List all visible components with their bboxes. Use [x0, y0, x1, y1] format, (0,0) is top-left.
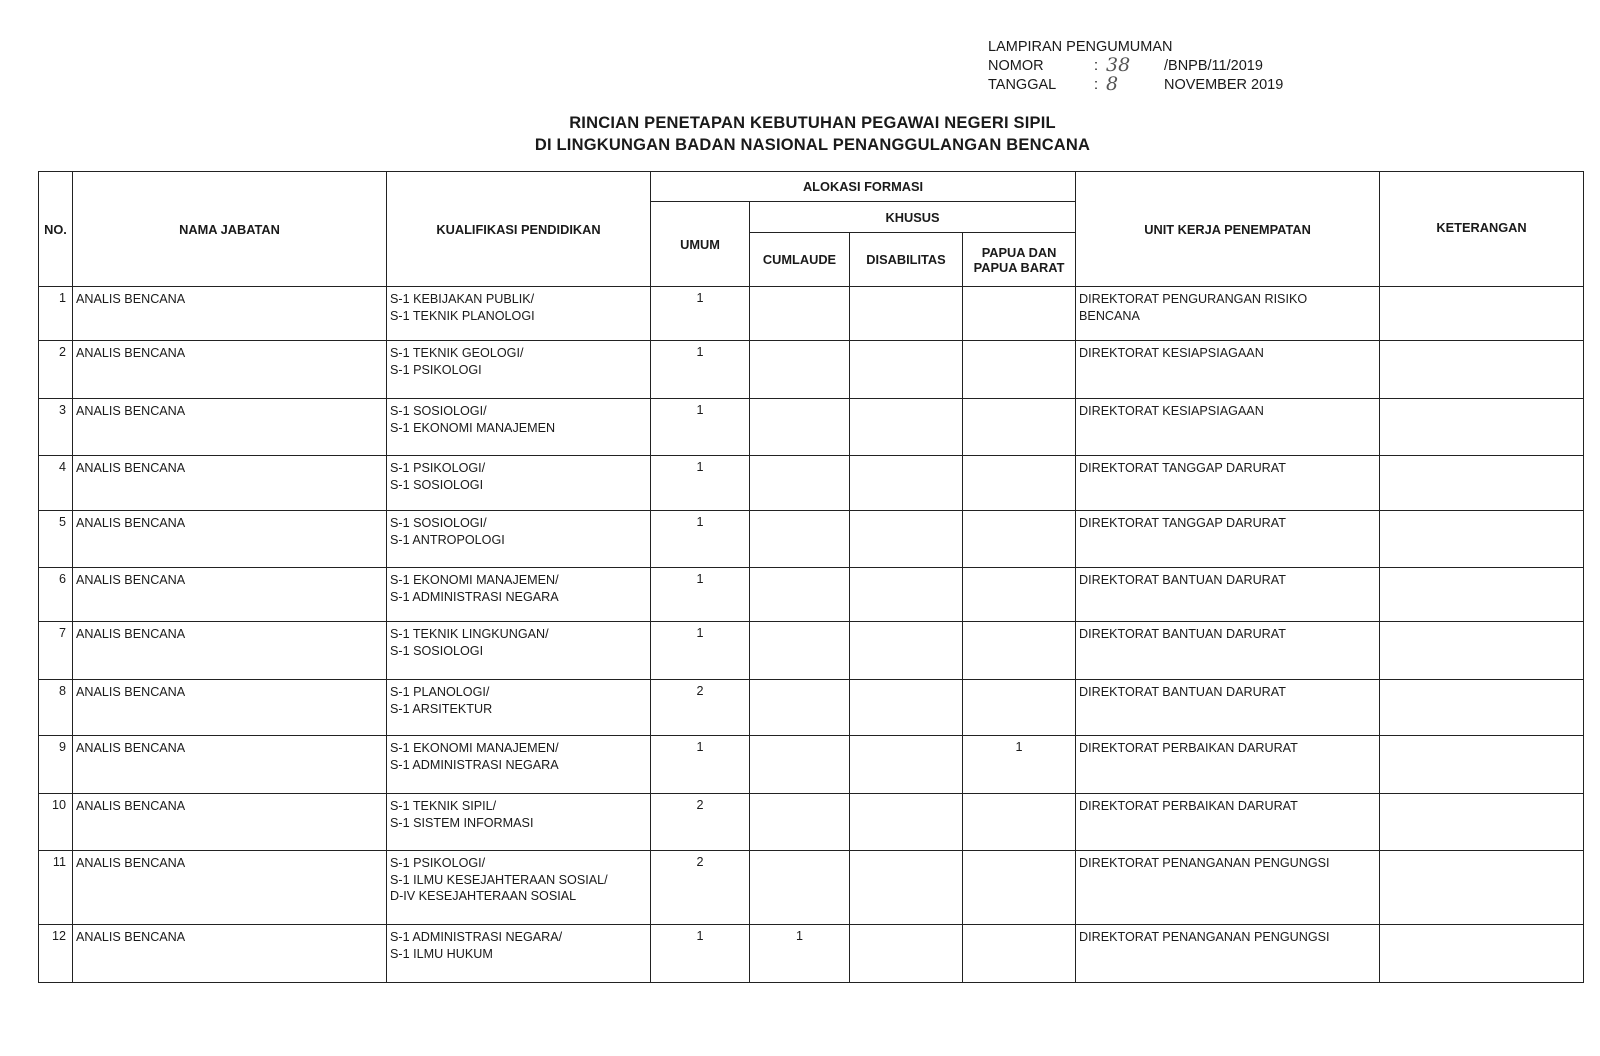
unit-kerja-cell	[1076, 736, 1380, 794]
row-number: 2	[39, 341, 73, 399]
cumlaude-cell	[750, 851, 850, 925]
nama-jabatan-cell: ANALIS BENCANA	[73, 925, 387, 983]
nama-jabatan-cell: ANALIS BENCANA	[73, 456, 387, 511]
papua-cell: 1	[963, 736, 1076, 794]
disabilitas-cell	[850, 511, 963, 568]
umum-cell: 1	[651, 511, 750, 568]
kualifikasi-line: S-1 SOSIOLOGI	[390, 477, 484, 492]
cumlaude-cell	[750, 622, 850, 680]
tanggal-label: TANGGAL	[988, 77, 1057, 93]
row-number: 12	[39, 925, 73, 983]
umum-cell: 2	[651, 680, 750, 736]
unit-kerja-line: BENCANA	[1079, 308, 1140, 323]
umum-cell: 1	[651, 287, 750, 341]
table-row	[39, 925, 1584, 983]
papua-cell	[963, 287, 1076, 341]
kualifikasi-line: S-1 SOSIOLOGI/	[390, 404, 487, 418]
papua-cell	[963, 399, 1076, 456]
kualifikasi-line: S-1 TEKNIK GEOLOGI/	[390, 346, 524, 360]
disabilitas-cell	[850, 341, 963, 399]
disabilitas-cell	[850, 680, 963, 736]
row-number: 10	[39, 794, 73, 851]
tanggal-handwritten: 8	[1106, 73, 1119, 95]
cumlaude-cell	[750, 568, 850, 622]
kualifikasi-cell	[387, 622, 651, 680]
kualifikasi-cell	[387, 399, 651, 456]
kualifikasi-line: S-1 EKONOMI MANAJEMEN	[390, 420, 556, 435]
unit-kerja-line: DIREKTORAT BANTUAN DARURAT	[1079, 685, 1286, 699]
keterangan-cell	[1380, 680, 1584, 736]
kualifikasi-cell	[387, 736, 651, 794]
header-papua-line2: PAPUA BARAT	[973, 259, 1065, 275]
nama-jabatan-cell: ANALIS BENCANA	[73, 399, 387, 456]
unit-kerja-line: DIREKTORAT PERBAIKAN DARURAT	[1079, 741, 1298, 755]
disabilitas-cell	[850, 399, 963, 456]
table-row	[39, 456, 1584, 511]
header-no: NO.	[39, 172, 73, 287]
kualifikasi-line: S-1 SISTEM INFORMASI	[390, 815, 534, 830]
unit-kerja-cell	[1076, 925, 1380, 983]
umum-cell: 1	[651, 399, 750, 456]
umum-cell: 1	[651, 925, 750, 983]
kualifikasi-line: S-1 ANTROPOLOGI	[390, 532, 505, 547]
cumlaude-cell	[750, 456, 850, 511]
keterangan-cell	[1380, 456, 1584, 511]
keterangan-cell	[1380, 287, 1584, 341]
unit-kerja-line: DIREKTORAT PENANGANAN PENGUNGSI	[1079, 856, 1330, 870]
nama-jabatan-cell: ANALIS BENCANA	[73, 851, 387, 925]
unit-kerja-line: DIREKTORAT TANGGAP DARURAT	[1079, 516, 1286, 530]
papua-cell	[963, 794, 1076, 851]
umum-cell: 1	[651, 341, 750, 399]
row-number: 9	[39, 736, 73, 794]
kualifikasi-cell	[387, 925, 651, 983]
nomor-colon: :	[1094, 58, 1099, 74]
keterangan-cell	[1380, 568, 1584, 622]
header-nama-jabatan: NAMA JABATAN	[73, 172, 387, 287]
header-disabilitas: DISABILITAS	[850, 233, 963, 287]
disabilitas-cell	[850, 456, 963, 511]
unit-kerja-cell	[1076, 287, 1380, 341]
table-row	[39, 736, 1584, 794]
table-row	[39, 511, 1584, 568]
papua-cell	[963, 511, 1076, 568]
keterangan-cell	[1380, 925, 1584, 983]
kualifikasi-cell	[387, 851, 651, 925]
nomor-suffix: /BNPB/11/2019	[1164, 58, 1263, 74]
umum-cell: 1	[651, 622, 750, 680]
cumlaude-cell	[750, 287, 850, 341]
papua-cell	[963, 925, 1076, 983]
keterangan-cell	[1380, 794, 1584, 851]
header-papua-line1: PAPUA DAN	[981, 244, 1057, 260]
table-row	[39, 287, 1584, 341]
cumlaude-cell	[750, 794, 850, 851]
keterangan-cell	[1380, 851, 1584, 925]
unit-kerja-cell	[1076, 511, 1380, 568]
kualifikasi-line: S-1 SOSIOLOGI	[390, 643, 484, 658]
kualifikasi-line: D-IV KESEJAHTERAAN SOSIAL	[390, 889, 577, 903]
disabilitas-cell	[850, 851, 963, 925]
table-row	[39, 399, 1584, 456]
table-header	[39, 172, 1584, 287]
nama-jabatan-cell: ANALIS BENCANA	[73, 511, 387, 568]
kualifikasi-line: S-1 TEKNIK PLANOLOGI	[390, 308, 535, 323]
keterangan-cell	[1380, 399, 1584, 456]
cumlaude-cell	[750, 736, 850, 794]
keterangan-cell	[1380, 511, 1584, 568]
kualifikasi-line: S-1 KEBIJAKAN PUBLIK/	[390, 292, 535, 306]
kualifikasi-cell	[387, 794, 651, 851]
keterangan-cell	[1380, 736, 1584, 794]
table-row	[39, 851, 1584, 925]
kualifikasi-line: S-1 ADMINISTRASI NEGARA/	[390, 930, 563, 944]
nomor-line	[988, 54, 1283, 76]
nama-jabatan-cell: ANALIS BENCANA	[73, 287, 387, 341]
unit-kerja-line: DIREKTORAT PENGURANGAN RISIKO	[1079, 292, 1308, 306]
table-row	[39, 341, 1584, 399]
document-title-line2: DI LINGKUNGAN BADAN NASIONAL PENANGGULANGAN BENCANA	[534, 136, 1091, 154]
unit-kerja-cell	[1076, 680, 1380, 736]
row-number: 1	[39, 287, 73, 341]
nama-jabatan-cell: ANALIS BENCANA	[73, 622, 387, 680]
header-kualifikasi: KUALIFIKASI PENDIDIKAN	[387, 172, 651, 287]
tanggal-colon: :	[1094, 77, 1099, 93]
unit-kerja-cell	[1076, 851, 1380, 925]
header-papua	[963, 233, 1076, 287]
row-number: 7	[39, 622, 73, 680]
kualifikasi-line: S-1 EKONOMI MANAJEMEN/	[390, 741, 559, 755]
papua-cell	[963, 851, 1076, 925]
umum-cell: 1	[651, 568, 750, 622]
kualifikasi-line: S-1 SOSIOLOGI/	[390, 516, 487, 530]
nama-jabatan-cell: ANALIS BENCANA	[73, 568, 387, 622]
kualifikasi-line: S-1 TEKNIK SIPIL/	[390, 799, 497, 813]
cumlaude-cell	[750, 680, 850, 736]
header-umum: UMUM	[651, 202, 750, 287]
tanggal-line	[988, 73, 1284, 95]
nama-jabatan-cell: ANALIS BENCANA	[73, 736, 387, 794]
cumlaude-cell	[750, 399, 850, 456]
table-body	[39, 287, 1584, 983]
unit-kerja-cell	[1076, 399, 1380, 456]
kualifikasi-line: S-1 PLANOLOGI/	[390, 685, 490, 699]
header-unit-kerja: UNIT KERJA PENEMPATAN	[1076, 172, 1380, 287]
unit-kerja-cell	[1076, 794, 1380, 851]
header-keterangan: KETERANGAN	[1380, 172, 1584, 287]
umum-cell: 1	[651, 456, 750, 511]
kualifikasi-cell	[387, 568, 651, 622]
kualifikasi-cell	[387, 511, 651, 568]
nama-jabatan-cell: ANALIS BENCANA	[73, 341, 387, 399]
kualifikasi-cell	[387, 287, 651, 341]
kualifikasi-cell	[387, 680, 651, 736]
row-number: 11	[39, 851, 73, 925]
table-row	[39, 794, 1584, 851]
kualifikasi-line: S-1 ILMU KESEJAHTERAAN SOSIAL/	[390, 872, 608, 887]
kualifikasi-line: S-1 EKONOMI MANAJEMEN/	[390, 573, 559, 587]
row-number: 8	[39, 680, 73, 736]
disabilitas-cell	[850, 568, 963, 622]
unit-kerja-line: DIREKTORAT PERBAIKAN DARURAT	[1079, 799, 1298, 813]
papua-cell	[963, 680, 1076, 736]
papua-cell	[963, 341, 1076, 399]
table-row	[39, 622, 1584, 680]
nomor-handwritten: 38	[1106, 54, 1131, 76]
keterangan-cell	[1380, 341, 1584, 399]
formation-table	[38, 171, 1584, 983]
unit-kerja-cell	[1076, 568, 1380, 622]
table-row	[39, 568, 1584, 622]
unit-kerja-line: DIREKTORAT BANTUAN DARURAT	[1079, 573, 1286, 587]
nomor-label: NOMOR	[988, 58, 1044, 74]
document-title-line1: RINCIAN PENETAPAN KEBUTUHAN PEGAWAI NEGERI SIPIL	[569, 114, 1056, 132]
row-number: 6	[39, 568, 73, 622]
kualifikasi-line: S-1 ILMU HUKUM	[390, 946, 493, 961]
kualifikasi-line: S-1 ARSITEKTUR	[390, 701, 493, 716]
unit-kerja-line: DIREKTORAT KESIAPSIAGAAN	[1079, 404, 1264, 418]
umum-cell: 2	[651, 851, 750, 925]
unit-kerja-cell	[1076, 456, 1380, 511]
cumlaude-cell: 1	[750, 925, 850, 983]
disabilitas-cell	[850, 794, 963, 851]
disabilitas-cell	[850, 622, 963, 680]
papua-cell	[963, 568, 1076, 622]
header-alokasi-formasi: ALOKASI FORMASI	[651, 172, 1076, 202]
kualifikasi-line: S-1 PSIKOLOGI/	[390, 856, 486, 870]
papua-cell	[963, 622, 1076, 680]
attachment-header	[988, 38, 1283, 95]
unit-kerja-line: DIREKTORAT PENANGANAN PENGUNGSI	[1079, 930, 1330, 944]
keterangan-cell	[1380, 622, 1584, 680]
tanggal-suffix: NOVEMBER 2019	[1164, 77, 1284, 93]
table-row	[39, 680, 1584, 736]
header-khusus: KHUSUS	[750, 202, 1076, 233]
lampiran-line	[988, 38, 1283, 57]
kualifikasi-line: S-1 PSIKOLOGI	[390, 362, 482, 377]
row-number: 4	[39, 456, 73, 511]
unit-kerja-line: DIREKTORAT TANGGAP DARURAT	[1079, 461, 1286, 475]
disabilitas-cell	[850, 287, 963, 341]
kualifikasi-line: S-1 TEKNIK LINGKUNGAN/	[390, 627, 549, 641]
row-number: 5	[39, 511, 73, 568]
cumlaude-cell	[750, 341, 850, 399]
unit-kerja-line: DIREKTORAT KESIAPSIAGAAN	[1079, 346, 1264, 360]
kualifikasi-line: S-1 ADMINISTRASI NEGARA	[390, 757, 559, 772]
papua-cell	[963, 456, 1076, 511]
nama-jabatan-cell: ANALIS BENCANA	[73, 680, 387, 736]
unit-kerja-line: DIREKTORAT BANTUAN DARURAT	[1079, 627, 1286, 641]
cumlaude-cell	[750, 511, 850, 568]
kualifikasi-cell	[387, 341, 651, 399]
unit-kerja-cell	[1076, 341, 1380, 399]
header-cumlaude: CUMLAUDE	[750, 233, 850, 287]
lampiran-label: LAMPIRAN PENGUMUMAN	[988, 39, 1173, 55]
row-number: 3	[39, 399, 73, 456]
umum-cell: 1	[651, 736, 750, 794]
disabilitas-cell	[850, 925, 963, 983]
kualifikasi-line: S-1 PSIKOLOGI/	[390, 461, 486, 475]
kualifikasi-cell	[387, 456, 651, 511]
unit-kerja-cell	[1076, 622, 1380, 680]
kualifikasi-line: S-1 ADMINISTRASI NEGARA	[390, 589, 559, 604]
umum-cell: 2	[651, 794, 750, 851]
nama-jabatan-cell: ANALIS BENCANA	[73, 794, 387, 851]
disabilitas-cell	[850, 736, 963, 794]
